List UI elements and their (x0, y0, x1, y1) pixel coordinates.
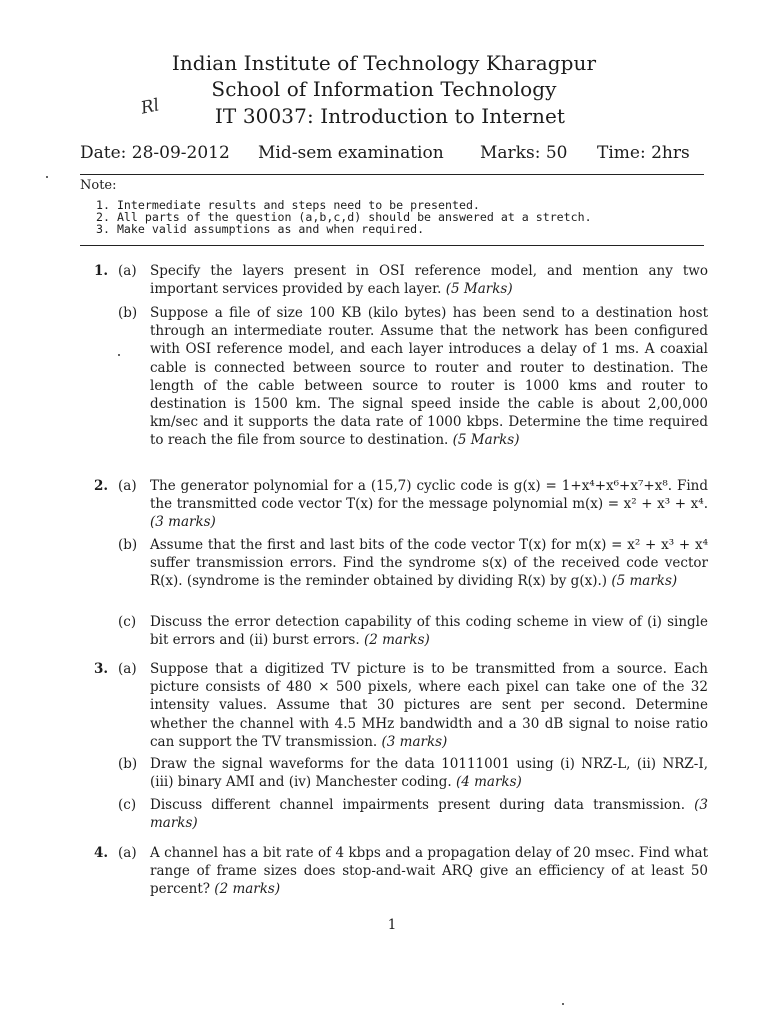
question-2b (118, 536, 708, 591)
school-name: School of Information Technology (211, 77, 557, 101)
question-3b (118, 755, 708, 791)
part-label: (a) (118, 478, 137, 494)
part-marks: (5 Marks) (452, 432, 520, 449)
question-number: 4. (94, 845, 109, 861)
part-label: (a) (118, 661, 137, 677)
part-text: Draw the signal waveforms for the data 10111001 using (i) NRZ-L, (ii) NRZ-I, (iii) binary AMI and (iv) Manchester coding. (150, 756, 708, 791)
part-text: Suppose that a digitized TV picture is to be transmitted from a source. Each picture consists of 480 × 500 pixels, where each pixel can take one of the 32 intensity values. Assume that 30 pictures are sent per second. Determine whether the channel with 4.5 MHz bandwidth and a 30 dB signal to noise ratio can support the TV transmission. (150, 661, 708, 750)
exam-marks: Marks: 50 (480, 143, 568, 163)
part-text: Suppose a file of size 100 KB (kilo bytes) has been send to a destination host through an intermediate router. Assume that the network has been configured with OSI reference model, and each layer introduces a delay of 1 ms. A coaxial cable is connected between source to router and router to destination. The length of the cable between source to router is 1000 kms and router to destination is 1500 km. The signal speed inside the cable is about 2,00,000 km/sec and it supports the data rate of 1000 kbps. Determine the time required to reach the file from source to destination. (150, 305, 708, 449)
question-1b (118, 304, 708, 450)
exam-date: Date: 28-09-2012 (80, 143, 230, 163)
divider-bottom (80, 245, 704, 246)
question-number: 3. (94, 661, 109, 677)
part-label: (b) (118, 537, 138, 553)
part-text: A channel has a bit rate of 4 kbps and a propagation delay of 20 msec. Find what range of frame sizes does stop-and-wait ARQ give an efficiency of at least 50 percent? (150, 845, 708, 898)
divider-top (80, 174, 704, 175)
note-item: 1. Intermediate results and steps need to be presented. (96, 198, 480, 212)
part-label: (b) (118, 305, 138, 321)
scan-speck (46, 176, 48, 178)
question-2a (118, 477, 708, 532)
question-3a (118, 660, 708, 751)
question-number: 2. (94, 478, 109, 494)
page-number: 1 (387, 917, 397, 933)
note-item: 2. All parts of the question (a,b,c,d) should be answered at a stretch. (96, 210, 592, 224)
part-marks: (3 marks) (150, 514, 216, 531)
part-marks: (2 marks) (363, 632, 430, 649)
part-label: (a) (118, 263, 137, 279)
question-number: 1. (94, 263, 109, 279)
question-2c (118, 613, 708, 649)
part-text: Discuss different channel impairments present during data transmission. (150, 797, 686, 813)
course-title: IT 30037: Introduction to Internet (214, 104, 566, 128)
part-label: (c) (118, 614, 137, 630)
institute-name: Indian Institute of Technology Kharagpur (171, 51, 597, 75)
part-marks: (3 marks) (381, 733, 448, 750)
part-marks: (4 marks) (455, 774, 522, 791)
part-label: (b) (118, 756, 138, 772)
part-text: The generator polynomial for a (15,7) cyclic code is g(x) = 1+x⁴+x⁶+x⁷+x⁸. Find the transmitted code vector T(x) for the message polynomial m(x) = x² + x³ + x⁴. (150, 478, 708, 513)
part-marks: (5 Marks) (445, 281, 513, 298)
part-text: Discuss the error detection capability of this coding scheme in view of (i) single bit errors and (ii) burst errors. (150, 614, 708, 649)
exam-time: Time: 2hrs (597, 143, 690, 163)
scan-speck (118, 354, 120, 356)
part-label: (a) (118, 845, 137, 861)
exam-type: Mid-sem examination (258, 143, 444, 163)
part-text: Assume that the first and last bits of the code vector T(x) for m(x) = x² + x³ + x⁴ suffer transmission errors. Find the syndrome s(x) of the received code vector R(x). (syndrome is the reminder obtained by dividing R(x) by g(x).) (150, 537, 708, 590)
part-marks: (2 marks) (214, 881, 281, 898)
handwritten-mark: Rl (139, 95, 162, 119)
question-3c (118, 796, 708, 832)
part-marks: (5 marks) (611, 573, 678, 590)
part-text: Specify the layers present in OSI reference model, and mention any two important services provided by each layer. (150, 263, 708, 298)
scan-speck (562, 1003, 564, 1005)
question-4a (118, 844, 708, 899)
note-title: Note: (80, 178, 117, 193)
part-marks: (3 marks) (150, 797, 708, 832)
question-1a (118, 262, 708, 298)
note-item: 3. Make valid assumptions as and when required. (96, 222, 425, 236)
part-label: (c) (118, 797, 137, 813)
